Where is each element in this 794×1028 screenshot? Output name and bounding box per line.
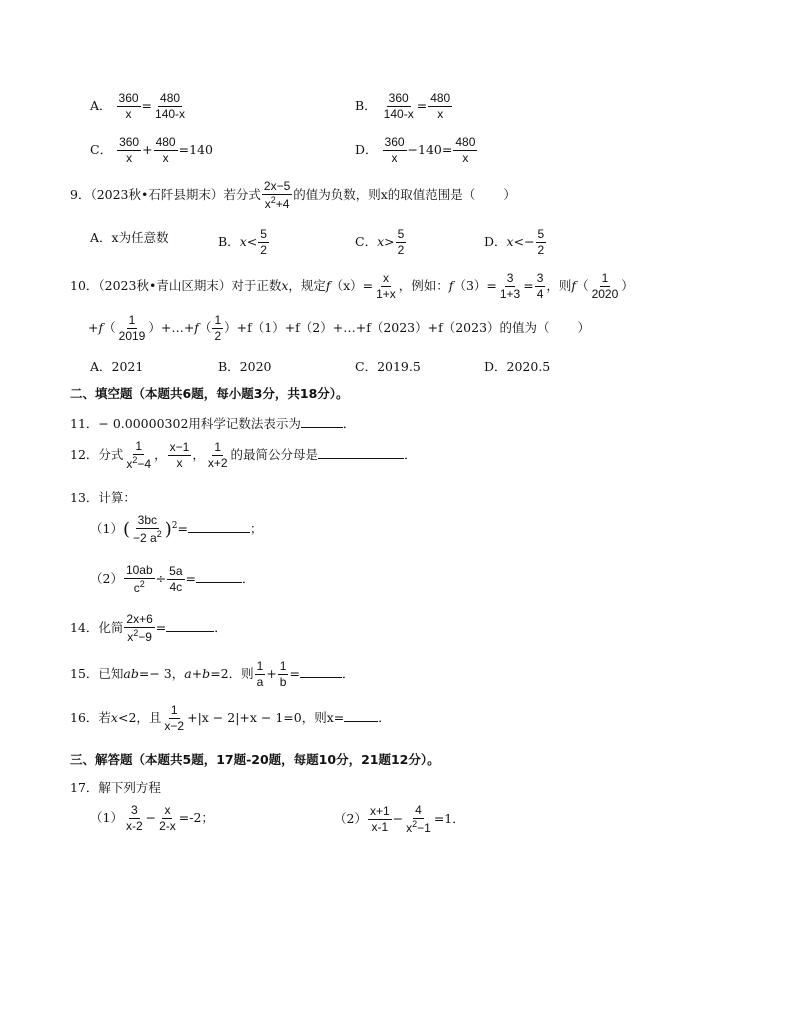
q10-option-d: D．2020.5: [484, 359, 551, 374]
fraction: $\frac{1}{a}$: [256, 659, 264, 690]
fraction: $\frac{1}{x+2}$: [207, 440, 228, 471]
q9-option-a: A．x为任意数: [90, 230, 169, 245]
fraction: $\frac{x}{2-x}$: [159, 803, 176, 834]
fraction: $\frac{5a}{4c}$: [169, 564, 183, 595]
question-13-part2: （2） $\frac{10ab}{c^2}$ ÷ $\frac{5a}{4c}$ = ．: [90, 563, 255, 596]
question-13-part1: （1）( $\frac{3bc}{-2 a^2}$ )$^2$= ；: [90, 513, 263, 546]
q9-option-c: C．x> $\frac{5}{2}$: [355, 227, 405, 258]
answer-blank[interactable]: [318, 446, 404, 459]
answer-blank[interactable]: [300, 665, 342, 678]
fraction: $\frac{1}{x-2}$: [164, 703, 185, 734]
question-15: 15．已知ab=− 3，a+b=2．则 $\frac{1}{a}$ + $\frac{1}{b}$ = ．: [70, 659, 355, 690]
fraction: $\frac{360}{x}$: [119, 135, 140, 166]
fraction: $\frac{x+1}{x-1}$: [369, 804, 390, 835]
question-17-title: 17．解下列方程: [70, 780, 161, 795]
question-13-title: 13．计算：: [70, 490, 136, 505]
fraction: $\frac{3bc}{-2 a^2}$: [132, 513, 162, 546]
fraction: $\frac{360}{140-x}$: [383, 91, 414, 122]
fraction: $\frac{2x+6}{x^2-9}$: [126, 612, 153, 645]
fraction: $\frac{480}{x}$: [430, 91, 451, 122]
fraction: $\frac{3}{1+3}$: [499, 271, 521, 302]
fraction: $\frac{360}{x}$: [384, 135, 405, 166]
question-9: 9．（2023秋•石阡县期末）若分式 $\frac{2x-5}{x^2+4}$ 的值为负数，则x的取值范围是（ ）: [70, 179, 516, 212]
answer-blank[interactable]: [344, 709, 378, 722]
answer-blank[interactable]: [188, 520, 250, 533]
q8-option-c: C． $\frac{360}{x}$ + $\frac{480}{x}$ =140: [90, 135, 213, 166]
q8-option-b: B． $\frac{360}{140-x}$ = $\frac{480}{x}$: [355, 91, 451, 122]
question-11: 11．− 0.00000302用科学记数法表示为 ．: [70, 416, 356, 431]
q9-option-b: B．x< $\frac{5}{2}$: [218, 227, 267, 258]
answer-blank[interactable]: [196, 570, 242, 583]
fraction: $\frac{480}{140-x}$: [155, 91, 186, 122]
q8-option-a: A． $\frac{360}{x}$ = $\frac{480}{140-x}$: [90, 91, 186, 122]
question-14: 14．化简 $\frac{2x+6}{x^2-9}$ = ．: [70, 612, 227, 645]
fraction: $\frac{3}{4}$: [536, 271, 544, 302]
fraction: $\frac{10ab}{c^2}$: [125, 563, 153, 596]
fraction: $\frac{1}{2}$: [214, 313, 222, 344]
fraction: $\frac{1}{2020}$: [591, 271, 619, 302]
fraction: $\frac{1}{b}$: [279, 659, 287, 690]
fraction: $\frac{2x-5}{x^2+4}$: [263, 179, 291, 212]
question-17-part1: （1） $\frac{3}{x-2}$ − $\frac{x}{2-x}$ =-2；: [90, 803, 214, 834]
answer-blank[interactable]: [301, 415, 343, 428]
section-3-heading: 三、解答题（本题共5题，17题-20题，每题10分，21题12分）。: [70, 752, 440, 767]
question-10: 10．（2023秋•青山区期末）对于正数x，规定f（x）= $\frac{x}{1+x}$ ，例如：f（3）= $\frac{3}{1+3}$ = $\frac{3}{4}$ ，则f（ $\frac{1}{2020}$ ）: [70, 271, 634, 302]
fraction: $\frac{5}{2}$: [537, 227, 545, 258]
fraction: $\frac{3}{x-2}$: [125, 803, 143, 834]
q10-option-a: A．2021: [90, 359, 144, 374]
fraction: $\frac{480}{x}$: [155, 135, 176, 166]
question-16: 16．若x<2，且 $\frac{1}{x-2}$ +|x − 2|+x − 1=0，则x= ．: [70, 703, 391, 734]
question-17-part2: （2） $\frac{x+1}{x-1}$ − $\frac{4}{x^2-1}$ =1．: [334, 803, 465, 836]
q10-option-b: B．2020: [218, 359, 272, 374]
q10-option-c: C．2019.5: [355, 359, 421, 374]
fraction: $\frac{5}{2}$: [260, 227, 267, 258]
fraction: $\frac{5}{2}$: [397, 227, 405, 258]
question-12: 12．分式 $\frac{1}{x^2-4}$ ， $\frac{x-1}{x}$ ， $\frac{1}{x+2}$ 的最简公分母是 ．: [70, 439, 417, 472]
fraction: $\frac{360}{x}$: [118, 91, 139, 122]
fraction: $\frac{480}{x}$: [455, 135, 476, 166]
question-10-line2: +f（ $\frac{1}{2019}$ ）+…+f（ $\frac{1}{2}$ ）+f（1）+f（2）+…+f（2023）+f（2023）的值为（ ）: [88, 313, 591, 344]
fraction: $\frac{x-1}{x}$: [169, 440, 190, 471]
q8-option-d: D． $\frac{360}{x}$ −140= $\frac{480}{x}$: [355, 135, 476, 166]
fraction: $\frac{4}{x^2-1}$: [406, 803, 431, 836]
q9-option-d: D．x<− $\frac{5}{2}$: [484, 227, 545, 258]
fraction: $\frac{1}{2019}$: [118, 313, 146, 344]
answer-blank[interactable]: [166, 619, 214, 632]
fraction: $\frac{1}{x^2-4}$: [126, 439, 152, 472]
fraction: $\frac{x}{1+x}$: [376, 271, 396, 302]
section-2-heading: 二、填空题（本题共6题，每小题3分，共18分）。: [70, 386, 349, 401]
